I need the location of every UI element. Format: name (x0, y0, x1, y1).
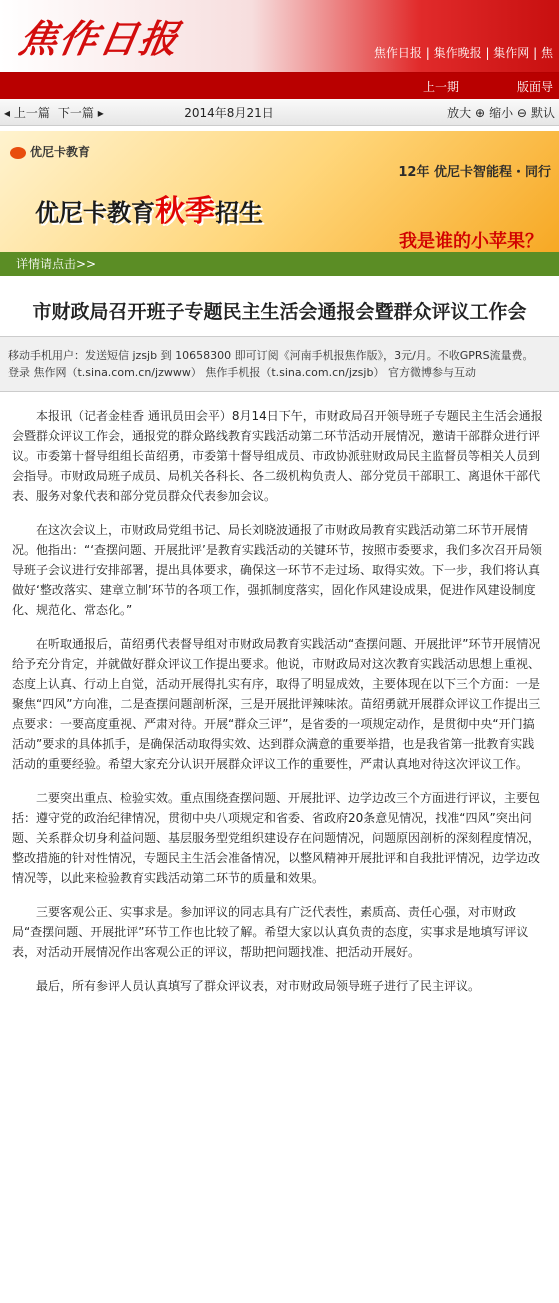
site-header (0, 0, 559, 73)
banner-detail-link[interactable]: 详情请点击>> (0, 252, 559, 276)
link-jiaozuo-evening[interactable]: 集作晚报 (433, 46, 482, 60)
link-jiaozuo-daily[interactable]: 焦作日报 (373, 46, 422, 60)
default-size-button[interactable]: 默认 (530, 105, 555, 120)
banner-anniversary: 12年 优尼卡智能程・同行 (398, 165, 551, 180)
article-toolbar (0, 99, 559, 126)
zoom-in-button[interactable]: 放大 ⊕ (447, 105, 486, 120)
zoom-out-icon: ⊖ (516, 105, 527, 120)
notice-sms: 移动手机用户：发送短信 jzsjb 到 10658300 即可订阅《河南手机报焦作版》，3元/月。不收GPRS流量费。 (8, 349, 534, 362)
article-body (0, 392, 559, 996)
prev-article-button[interactable]: ◂ 上一篇 (4, 105, 50, 120)
link-more[interactable]: 焦 (540, 46, 553, 60)
prev-issue-link[interactable]: 上一期 (422, 79, 459, 94)
article-title: 市财政局召开班子专题民主生活会通报会暨群众评议工作会 (32, 301, 527, 323)
zoom-out-button[interactable]: 缩小 ⊖ (489, 105, 527, 120)
ad-banner[interactable] (0, 131, 559, 276)
issue-date: 2014年8月21日 (184, 105, 274, 120)
article-paragraph: 二要突出重点、检验实效。重点围绕查摆问题、开展批评、边学边改三个方面进行评议，主要包括：遵守党的政治纪律情况，贯彻中央八项规定和省委、省政府20条意见情况，找准“四风”突出问题、关系群众切身利益问题、基层服务型党组织建设存在问题情况，问题原因剖析的深刻程度情况，整改措施的针对性情况，专题民主生活会准备情况，以整风精神开展批评和自我批评情况，边学边改情况等，以此来检验教育实践活动第二环节的质量和效果。 (12, 791, 541, 885)
page-nav-link[interactable]: 版面导 (516, 79, 553, 94)
top-links: 焦作日报 | 集作晚报 | 集作网 | 焦 (373, 46, 553, 60)
article-paragraph: 在听取通报后，苗绍勇代表督导组对市财政局教育实践活动“查摆问题、开展批评”环节开展情况给予充分肯定，并就做好群众评议工作提出要求。他说，市财政局对这次教育实践活动思想上重视、态度上认真、行动上自觉，活动开展得扎实有序，取得了明显成效，主要体现在以下三个方面：一是聚焦“四风”方向准，二是查摆问题剖析深，三是开展批评辣味浓。苗绍勇就开展群众评议工作提出三点要求：一要高度重视、严肃对待。开展“群众三评”，是省委的一项规定动作，是贯彻中央“开门搞活动”要求的具体抓手，是确保活动取得实效、达到群众满意的重要举措，也是我省第一批教育实践活动的重要经验。希望大家充分认识开展群众评议工作的重要性，严肃认真地对待这次评议工作。 (12, 637, 541, 771)
banner-tagline: 我是谁的小苹果？ (399, 231, 543, 252)
article-paragraph: 三要客观公正、实事求是。参加评议的同志具有广泛代表性，素质高、责任心强，对市财政局“查摆问题、开展批评”环节工作也比较了解。希望大家以认真负责的态度，实事求是地填写评议表，对活动开展情况作出客观公正的评议，帮助把问题找准、把活动开展好。 (12, 905, 529, 959)
article-paragraph: 本报讯（记者金桂香 通讯员田会平）8月14日下午，市财政局召开领导班子专题民主生活会通报会暨群众评议工作会，通报党的群众路线教育实践活动第二环节活动开展情况，邀请干部群众进行评议。市委第十督导组组长苗绍勇，市委第十督导组成员、市政协派驻财政局民主监督员等相关人员到会指导。市财政局班子成员、局机关各科长、各二级机构负责人、部分党员干部职工、离退休干部代表、服务对象代表和部分党员群众代表参加会议。 (12, 409, 543, 503)
article-paragraph: 最后，所有参评人员认真填写了群众评议表，对市财政局领导班子进行了民主评议。 (36, 979, 481, 993)
article-paragraph: 在这次会议上，市财政局党组书记、局长刘晓波通报了市财政局教育实践活动第二环节开展情况。他指出：“‘查摆问题、开展批评’是教育实践活动的关键环节，按照市委要求，我们多次召开局领导班子会议进行安排部署，提出具体要求，确保这一环节不走过场、取得实效。下一步，我们将认真做好‘整改落实、建章立制’环节的各项工作，强抓制度落实，固化作风建设成果，促进作风建设制度化、规范化、常态化。” (12, 523, 542, 617)
notice-weibo[interactable]: 登录 焦作网（t.sina.com.cn/jzwww） 焦作手机报（t.sina.com.cn/jzsjb） 官方微博参与互动 (8, 366, 476, 379)
article-nav (0, 104, 169, 121)
next-article-button[interactable]: 下一篇 ▸ (57, 105, 104, 120)
zoom-in-icon: ⊕ (475, 105, 486, 120)
link-jiaozuo-net[interactable]: 集作网 (493, 46, 530, 60)
issue-bar (0, 73, 559, 99)
banner-headline: 优尼卡教育秋季招生 (35, 194, 263, 229)
brand-logo-icon (10, 147, 26, 159)
site-logo[interactable]: 焦作日报 (15, 16, 184, 61)
subscription-notice (0, 336, 559, 392)
zoom-controls (447, 104, 559, 121)
banner-brand: 优尼卡教育 (10, 143, 90, 160)
